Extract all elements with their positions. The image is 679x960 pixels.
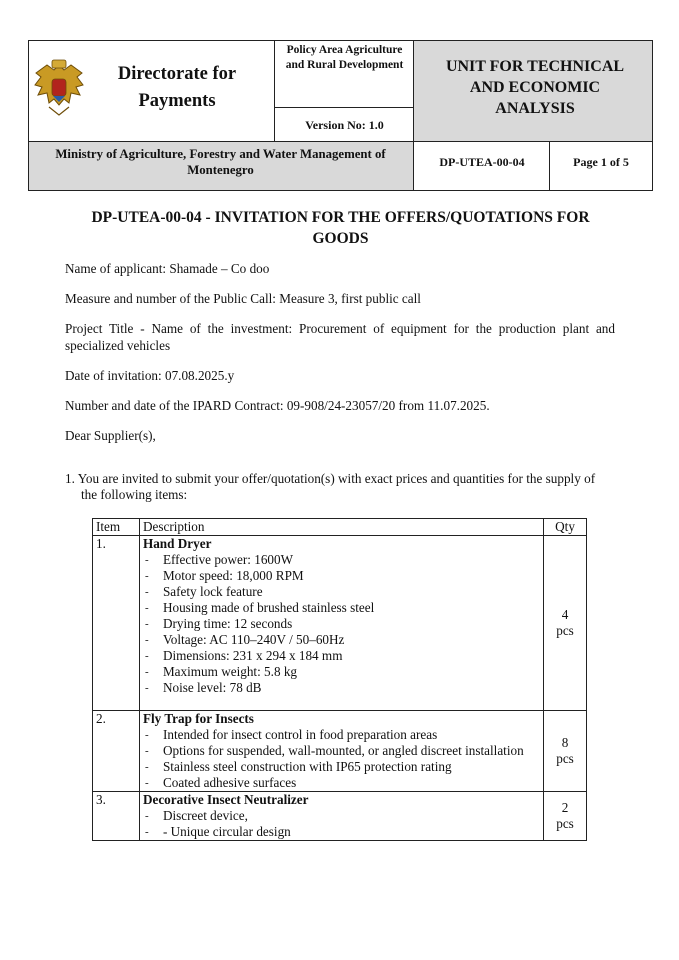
version-text: Version No: 1.0 xyxy=(305,118,384,132)
doc-code-text: DP-UTEA-00-04 xyxy=(439,155,525,169)
spec-item: - Intended for insect control in food preparation areas xyxy=(163,727,540,743)
spec-item: - Drying time: 12 seconds xyxy=(163,616,540,632)
ipard-contract: Number and date of the IPARD Contract: 09-908/24-23057/20 from 11.07.2025. xyxy=(65,398,490,413)
header-qty: Qty xyxy=(544,519,587,536)
page-number-text: Page 1 of 5 xyxy=(573,155,629,169)
item-qty: 2 xyxy=(561,800,569,815)
spec-item: - Options for suspended, wall-mounted, or angled discreet installation xyxy=(163,743,540,759)
ministry-cell xyxy=(29,142,414,190)
spec-item: - Maximum weight: 5.8 kg xyxy=(163,664,540,680)
item-number: 1. xyxy=(93,536,140,711)
item-qty: 8 xyxy=(561,735,569,750)
spec-item: - Coated adhesive surfaces xyxy=(163,775,540,791)
document-title-line1: DP-UTEA-00-04 - INVITATION FOR THE OFFERS/QUOTATIONS FOR xyxy=(91,209,590,226)
project-title-line1: Project Title - Name of the investment: Procurement of equipment for the production plant and xyxy=(65,321,615,336)
item-unit: pcs xyxy=(556,816,574,831)
spec-item: - Discreet device, xyxy=(163,808,540,824)
spec-list xyxy=(143,808,540,840)
intro-line1: 1. You are invited to submit your offer/quotation(s) with exact prices and quantities for the supply of xyxy=(65,471,596,486)
document-title-line2: GOODS xyxy=(312,230,369,247)
spec-item: - - Unique circular design xyxy=(163,824,540,840)
header-description: Description xyxy=(139,519,543,536)
version-cell xyxy=(275,108,414,142)
policy-area-cell xyxy=(275,41,414,108)
spec-item: - Safety lock feature xyxy=(163,584,540,600)
item-number: 3. xyxy=(93,792,140,841)
item-number: 2. xyxy=(93,711,140,792)
public-call-measure: Measure and number of the Public Call: Measure 3, first public call xyxy=(65,291,421,306)
policy-area-text: Policy Area Agriculture and Rural Development xyxy=(285,44,404,71)
items-table xyxy=(92,518,587,841)
project-title-line2: specialized vehicles xyxy=(65,338,171,353)
spec-list xyxy=(143,727,540,791)
spec-item: - Housing made of brushed stainless steel xyxy=(163,600,540,616)
table-row xyxy=(93,711,587,792)
applicant-name: Name of applicant: Shamade – Co doo xyxy=(65,261,270,276)
item-unit: pcs xyxy=(556,623,574,638)
document-header xyxy=(28,40,653,191)
invitation-date: Date of invitation: 07.08.2025.y xyxy=(65,368,235,383)
header-item: Item xyxy=(93,519,140,536)
spec-list xyxy=(143,552,540,696)
unit-cell xyxy=(414,41,652,142)
spec-item: - Effective power: 1600W xyxy=(163,552,540,568)
spec-item: - Stainless steel construction with IP65 protection rating xyxy=(163,759,540,775)
montenegro-coat-of-arms-icon xyxy=(32,59,86,121)
item-unit: pcs xyxy=(556,751,574,766)
spec-item: - Motor speed: 18,000 RPM xyxy=(163,568,540,584)
unit-title: UNIT FOR TECHNICAL AND ECONOMIC ANALYSIS xyxy=(445,58,625,117)
intro-line2: the following items: xyxy=(81,487,188,502)
directorate-cell xyxy=(29,41,275,142)
table-header-row xyxy=(93,519,587,536)
directorate-title: Directorate for Payments xyxy=(117,64,237,111)
spec-item: - Dimensions: 231 x 294 x 184 mm xyxy=(163,648,540,664)
table-row xyxy=(93,536,587,711)
doc-code-cell xyxy=(414,142,550,190)
item-name: Fly Trap for Insects xyxy=(142,711,254,726)
page-number-cell xyxy=(550,142,652,190)
item-qty: 4 xyxy=(561,607,569,622)
spec-item: - Noise level: 78 dB xyxy=(163,680,540,696)
table-row xyxy=(93,792,587,841)
item-name: Decorative Insect Neutralizer xyxy=(142,792,309,807)
greeting: Dear Supplier(s), xyxy=(65,428,156,443)
ministry-text: Ministry of Agriculture, Forestry and Water Management of Montenegro xyxy=(55,147,386,177)
spec-item: - Voltage: AC 110–240V / 50–60Hz xyxy=(163,632,540,648)
item-name: Hand Dryer xyxy=(142,536,212,551)
